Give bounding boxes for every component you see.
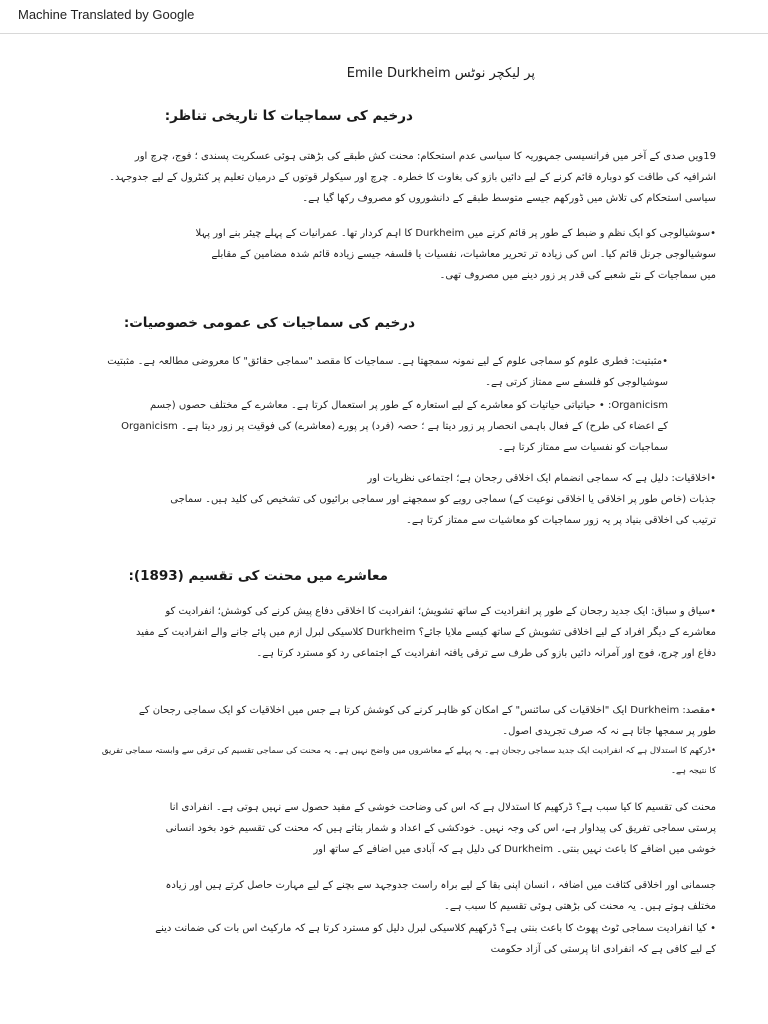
paragraph: •مثبتیت: فطری علوم کو سماجی علوم کے لیے نمونہ سمجھتا ہے۔ سماجیات کا مقصد "سماجی حقائق" کا معروضی مطالعہ ہے۔ مثبتیت سوشیالوجی کو فلسفے سے ممتاز کرتی ہے۔ bbox=[107, 356, 668, 388]
paragraph: •مقصد: Durkheim ایک "اخلاقیات کی سائنس" کے امکان کو ظاہر کرنے کی کوشش کرتا ہے جس میں اخلاقیات کو ایک سماجی رجحان کے طور پر سمجھا جاتا ہے نہ کہ صرف تجریدی اصول۔ bbox=[138, 705, 716, 737]
section-heading-historical-context: درخیم کی سماجیات کا تاریخی تناظر: bbox=[164, 108, 413, 124]
section-heading-general-features: درخیم کی سماجیات کی عمومی خصوصیات: bbox=[123, 315, 415, 331]
paragraph: •سیاق و سباق: ایک جدید رجحان کے طور پر انفرادیت کے ساتھ تشویش؛ انفرادیت کا اخلاقی دفاع پیش کرنے کی کوشش؛ انفرادیت کو معاشرے کے دیگر افراد کے لیے اخلاقی تشویش کے ساتھ کیسے ملایا جائے؟ Durkheim کلاسیکی لبرل ازم میں پائے جانے والے انفرادیت کے مفید دفاع اور چرچ، فوج اور آمرانہ دائیں بازو کی طرف سے ترقی یافتہ انفرادیت کے اجتماعی رد کو مسترد کرتا ہے۔ bbox=[135, 606, 716, 659]
paragraph: • کیا انفرادیت سماجی ٹوٹ پھوٹ کا باعث بنتی ہے؟ ڈرکھیم کلاسیکی لبرل دلیل کو مسترد کرتا ہے کہ مارکیٹ اس بات کی ضمانت دینے کے لیے کافی ہے کہ انفرادی انا پرستی کی آزاد حکومت bbox=[155, 923, 716, 955]
paragraph: محنت کی تقسیم کا کیا سبب ہے؟ ڈرکھیم کا استدلال ہے کہ اس کی وضاحت خوشی کے مفید حصول سے نہیں ہوتی ہے۔ انفرادی انا پرستی سماجی تفریق کی پیداوار ہے، اس کی وجہ نہیں۔ خودکشی کے اعداد و شمار بتاتے ہیں کہ محنت کی تقسیم خود بخود انسانی خوشی میں اضافے کا باعث نہیں بنتی۔ Durkheim کی دلیل ہے کہ آبادی میں اضافے کے ساتھ اور bbox=[165, 802, 716, 855]
paragraph: Organicism: • حیاتیاتی حیاتیات کو معاشرے کے لیے استعارہ کے طور پر استعمال کرتا ہے۔ معاشرے کے مختلف حصوں (جسم کے اعضاء کی طرح) کے فعال باہمی انحصار پر زور دیتا ہے ؛ حصہ (فرد) پر پورے (معاشرے) کی فوقیت پر زور دیتا ہے۔ Organicism سماجیات کو نفسیات سے ممتاز کرتا ہے۔ bbox=[121, 400, 668, 453]
section-heading-division-of-labour: معاشرے میں محنت کی تقسیم (1893): bbox=[128, 568, 388, 584]
paragraph: جسمانی اور اخلاقی کثافت میں اضافہ ، انسان اپنی بقا کے لیے براہ راست جدوجہد سے بچنے کے لیے مہارت حاصل کرتے ہیں اور زیادہ مختلف ہوتے ہیں۔ یہ محنت کی بڑھتی ہوئی تقسیم کا سبب ہے۔ bbox=[165, 880, 716, 912]
footnote: •ڈرکھم کا استدلال ہے کہ انفرادیت ایک جدید سماجی رجحان ہے۔ یہ پہلے کے معاشروں میں واضح نہیں ہے۔ یہ محنت کی سماجی تقسیم کی ترقی سے وابستہ سماجی تفریق کا نتیجہ ہے۔ bbox=[101, 746, 716, 776]
paragraph: 19ویں صدی کے آخر میں فرانسیسی جمہوریہ کا سیاسی عدم استحکام: محنت کش طبقے کی بڑھتی ہوئی عسکریت پسندی ؛ فوج، چرچ اور اشرافیہ کی طاقت کو دوبارہ قائم کرنے کے لیے دائیں بازو کی بغاوت کا خطرہ۔ چرچ اور سیکولر قوتوں کے درمیان تعلیم پر کنٹرول کے لیے جدوجہد۔ سیاسی استحکام کی تلاش میں ڈورکھم جیسے متوسط طبقے کے دانشوروں کو مصروف رکھا گیا ہے۔ bbox=[109, 151, 716, 204]
paragraph: •سوشیالوجی کو ایک نظم و ضبط کے طور پر قائم کرنے میں Durkheim کا اہم کردار تھا۔ عمرانیات کے پہلے چیئر بنے اور پہلا سوشیالوجی جرنل قائم کیا۔ اس کی زیادہ تر تحریر معاشیات، نفسیات یا فلسفہ جیسے زیادہ قائم شدہ مضامین کے مقابلے میں سماجیات کے نئے شعبے کی قدر پر زور دینے میں مصروف تھی۔ bbox=[195, 228, 716, 281]
document-title: پر لیکچر نوٹس Emile Durkheim bbox=[346, 66, 535, 81]
translation-banner bbox=[0, 0, 768, 34]
paragraph: •اخلاقیات: دلیل ہے کہ سماجی انضمام ایک اخلاقی رجحان ہے؛ اجتماعی نظریات اور جذبات (خاص طور پر اخلاقی یا اخلاقی نوعیت کے) سماجی رویے کو سمجھنے اور سماجی برائیوں کی تشخیص کی کلید ہیں۔ سماجی ترتیب کی اخلاقی بنیاد پر یہ زور سماجیات کو معاشیات سے ممتاز کرتا ہے۔ bbox=[170, 473, 716, 526]
banner-label: Machine Translated by Google bbox=[18, 7, 195, 22]
